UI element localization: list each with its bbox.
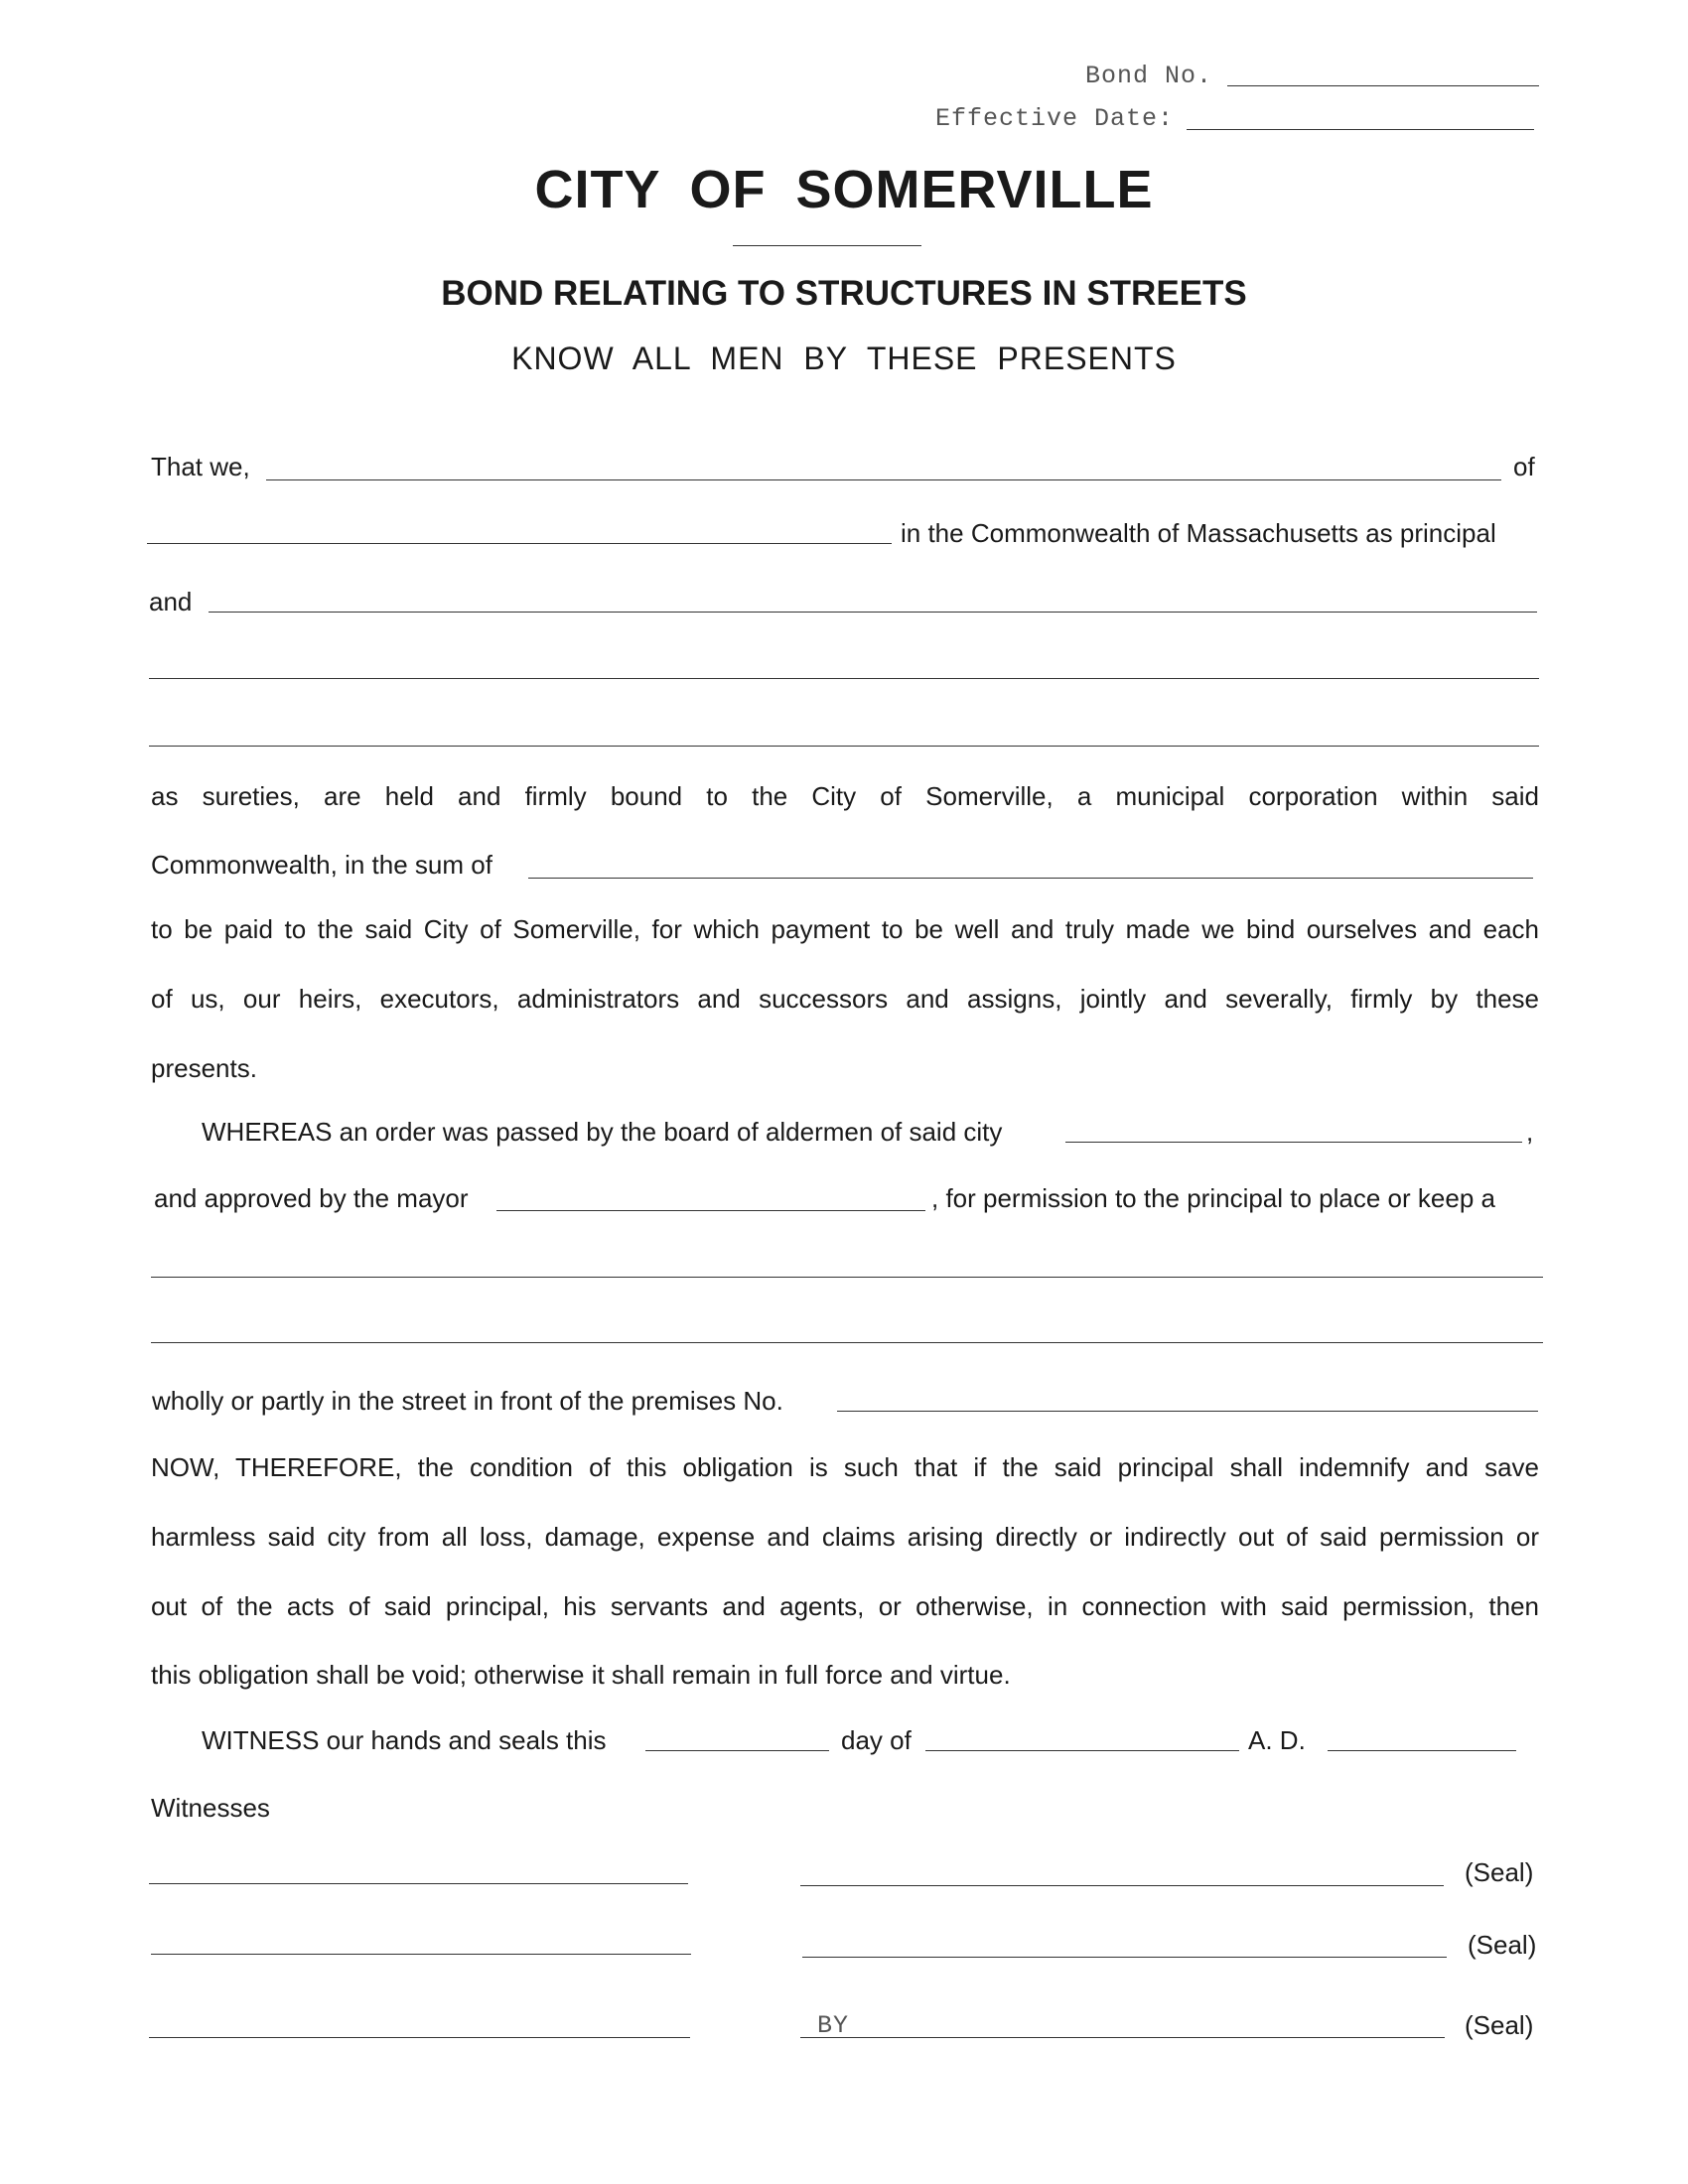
sureties-field-3[interactable] [149,746,1539,747]
day-of-label: day of [841,1725,912,1755]
sureties-field-2[interactable] [149,678,1539,679]
witness-month-field[interactable] [925,1750,1239,1751]
payment-text: to be paid to the said City of Somerville, for which payment to be well and truly made we bind ourselves and each [151,914,1539,944]
sureties-field-1[interactable] [209,612,1537,613]
commonwealth-principal-text: in the Commonwealth of Massachusetts as principal [901,518,1496,548]
that-we-label: That we, [151,452,250,481]
witness-text: WITNESS our hands and seals this [202,1725,607,1755]
acts-text: out of the acts of said principal, his servants and agents, or otherwise, in connection with said permission, then [151,1591,1539,1621]
effective-date-field[interactable] [1187,129,1534,130]
premises-text: wholly or partly in the street in front of the premises No. [152,1386,783,1416]
presents-text: presents. [151,1053,257,1083]
principal-name-field[interactable] [266,479,1501,480]
structure-field-2[interactable] [151,1342,1543,1343]
know-all-men-heading: KNOW ALL MEN BY THESE PRESENTS [511,341,1177,376]
principal-city-field[interactable] [147,543,892,544]
title-divider [733,245,921,246]
witness-signature-2[interactable] [151,1954,691,1955]
bond-no-label: Bond No. [1085,62,1213,90]
signature-2[interactable] [802,1957,1447,1958]
page-title: CITY OF SOMERVILLE [534,160,1154,219]
of-label: of [1513,452,1535,481]
commonwealth-sum-label: Commonwealth, in the sum of [151,850,492,880]
seal-1: (Seal) [1465,1857,1534,1887]
now-therefore-text: NOW, THEREFORE, the condition of this obligation is such that if the said principal shall indemnify and save [151,1452,1539,1482]
sureties-text: as sureties, are held and firmly bound to the City of Somerville, a municipal corporation within said [151,781,1539,811]
witness-signature-1[interactable] [149,1883,688,1884]
premises-no-field[interactable] [837,1411,1538,1412]
witness-signature-3[interactable] [149,2037,690,2038]
witness-year-field[interactable] [1328,1750,1516,1751]
ad-label: A. D. [1248,1725,1306,1755]
seal-3: (Seal) [1465,2010,1534,2040]
heirs-text: of us, our heirs, executors, administrators and successors and assigns, jointly and severally, firmly by these [151,984,1539,1014]
witness-day-field[interactable] [645,1750,829,1751]
order-date-field[interactable] [1065,1142,1522,1143]
approved-mayor-text: and approved by the mayor [154,1183,469,1213]
harmless-text: harmless said city from all loss, damage, expense and claims arising directly or indirectly out of said permission or [151,1522,1539,1552]
mayor-approval-date-field[interactable] [496,1210,925,1211]
by-label: BY [817,2011,850,2040]
comma-text: , [1526,1117,1534,1147]
whereas-text: WHEREAS an order was passed by the board of aldermen of said city [202,1117,1003,1147]
and-label: and [149,587,193,616]
permission-text: , for permission to the principal to place or keep a [931,1183,1495,1213]
effective-date-label: Effective Date: [935,104,1175,133]
bond-no-field[interactable] [1227,85,1539,86]
seal-2: (Seal) [1468,1930,1537,1960]
witnesses-label: Witnesses [151,1793,270,1823]
void-text: this obligation shall be void; otherwise it shall remain in full force and virtue. [151,1660,1011,1690]
signature-3[interactable] [800,2037,1445,2038]
signature-1[interactable] [800,1885,1444,1886]
sum-field[interactable] [528,878,1533,879]
structure-field-1[interactable] [151,1277,1543,1278]
document-subtitle: BOND RELATING TO STRUCTURES IN STREETS [441,274,1247,313]
